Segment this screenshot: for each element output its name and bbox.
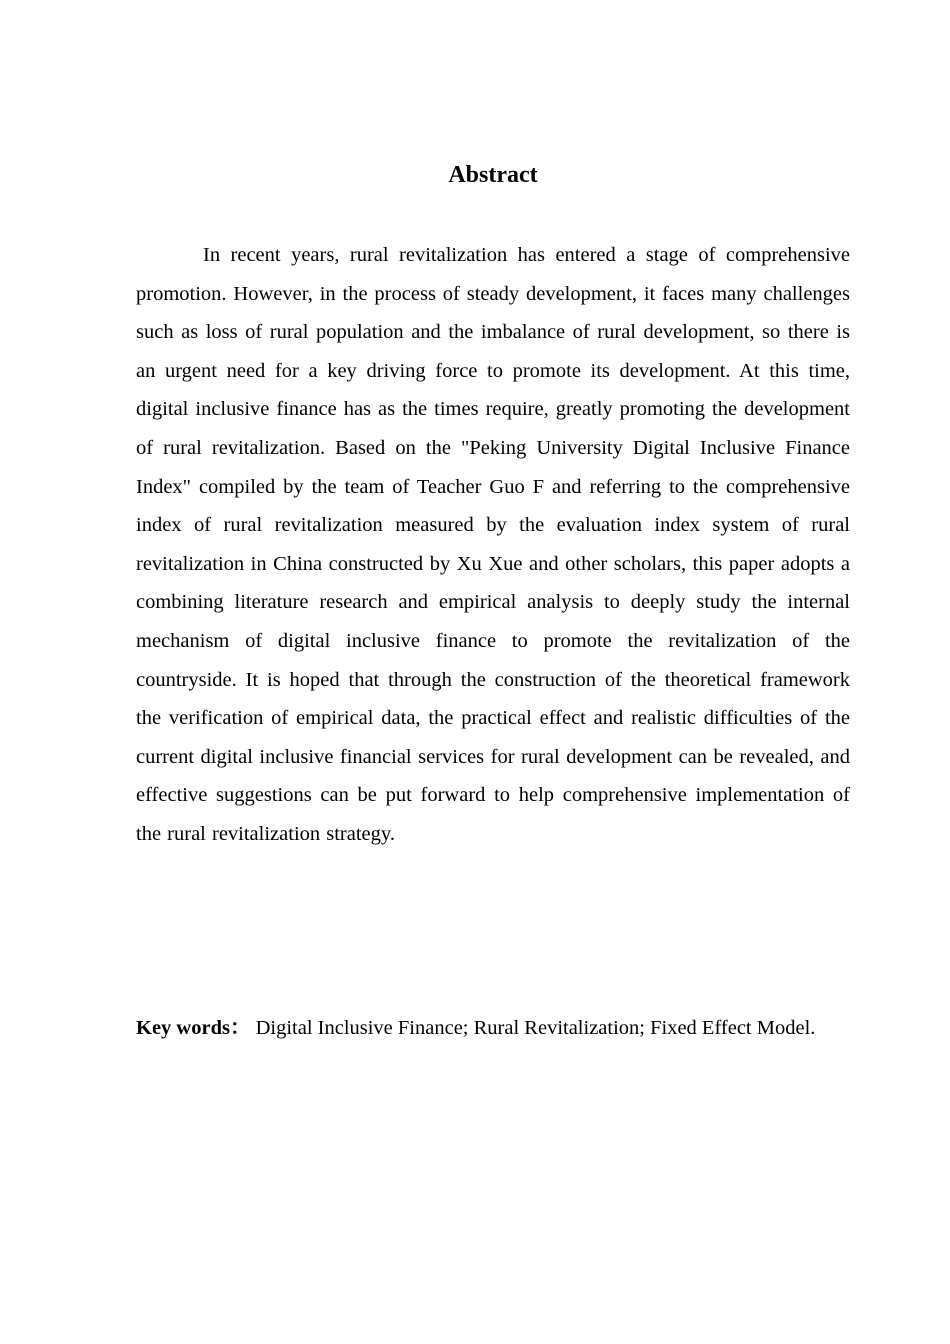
- abstract-body: In recent years, rural revitalization has entered a stage of comprehensive promotion. However, in the process of steady development, it faces many challenges such as loss of rural population and the imbalance of rural development, so there is an urgent need for a key driving force to promote its development. At this time, digital inclusive finance has as the times require, greatly promoting the development of rural revitalization. Based on the "Peking University Digital Inclusive Finance Index" compiled by the team of Teacher Guo F and referring to the comprehensive index of rural revitalization measured by the evaluation index system of rural revitalization in China constructed by Xu Xue and other scholars, this paper adopts a combining literature research and empirical analysis to deeply study the internal mechanism of digital inclusive finance to promote the revitalization of the countryside. It is hoped that through the construction of the theoretical framework the verification of empirical data, the practical effect and realistic difficulties of the current digital inclusive financial services for rural development can be revealed, and effective suggestions can be put forward to help comprehensive implementation of the rural revitalization strategy.: [136, 244, 850, 845]
- keywords-label: Key words：: [136, 1017, 251, 1039]
- abstract-title: Abstract: [448, 162, 538, 188]
- keywords-text: Digital Inclusive Finance; Rural Revitalization; Fixed Effect Model.: [255, 1017, 816, 1039]
- keywords-paragraph: [136, 1009, 850, 1048]
